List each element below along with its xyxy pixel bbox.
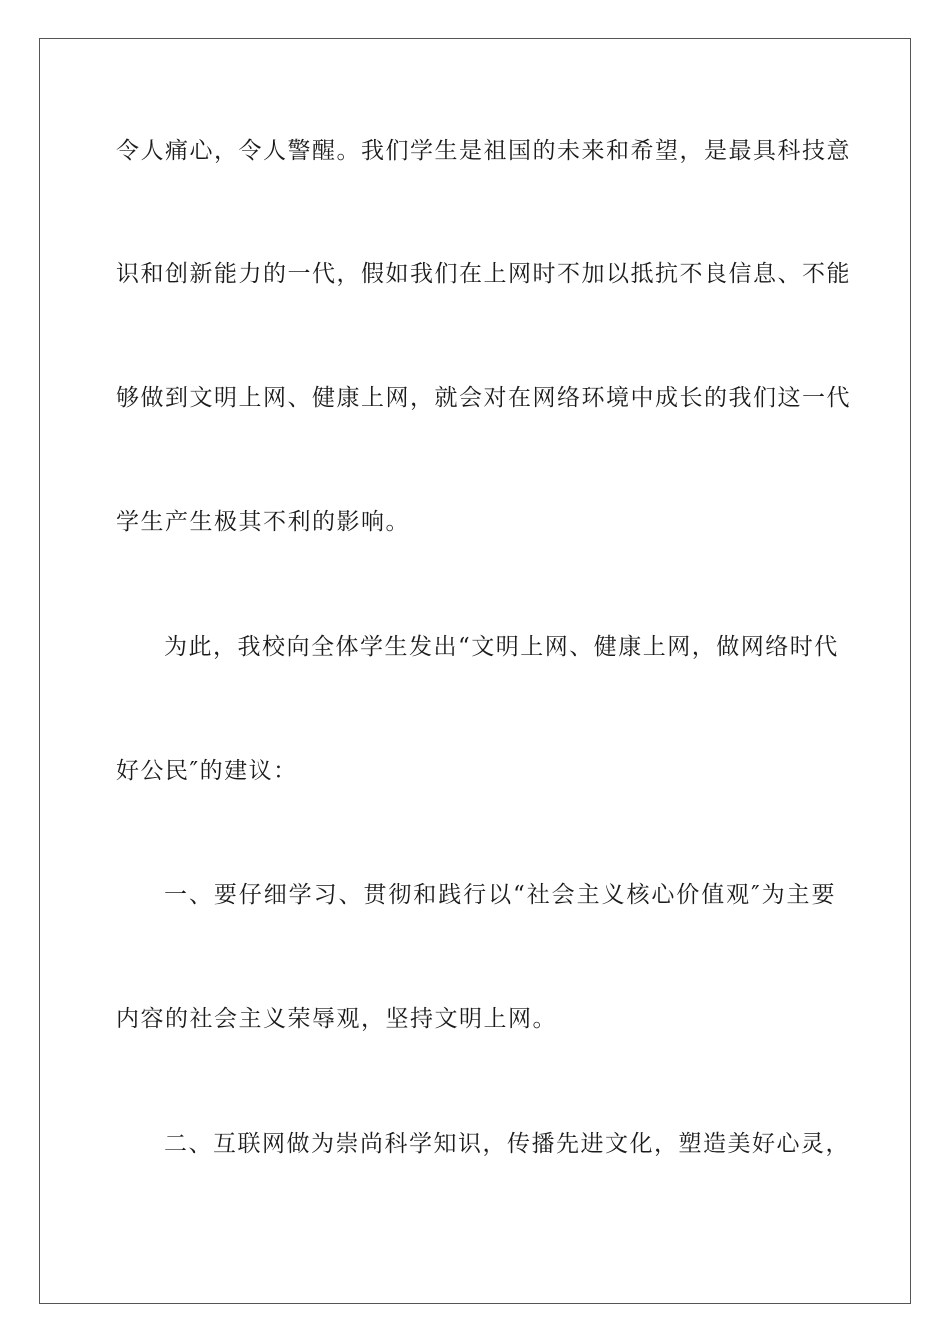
text-line: 识和创新能力的一代，假如我们在上网时不加以抵抗不良信息、不能 [116, 261, 851, 287]
text-line: 内容的社会主义荣辱观，坚持文明上网。 [116, 1006, 557, 1032]
text-line: 好公民″的建议： [116, 758, 298, 784]
text-line: 学生产生极其不利的影响。 [116, 509, 410, 535]
paragraph-start-line: 为此，我校向全体学生发出“文明上网、健康上网，做网络时代 [164, 634, 839, 660]
paragraph-start-line: 二、互联网做为崇尚科学知识，传播先进文化，塑造美好心灵， [164, 1131, 850, 1157]
paragraph-start-line: 一、要仔细学习、贯彻和践行以“社会主义核心价值观″为主要 [164, 882, 836, 908]
text-line: 够做到文明上网、健康上网，就会对在网络环境中成长的我们这一代 [116, 385, 851, 411]
text-line: 令人痛心，令人警醒。我们学生是祖国的未来和希望，是最具科技意 [116, 138, 851, 164]
page-border [39, 38, 911, 1304]
